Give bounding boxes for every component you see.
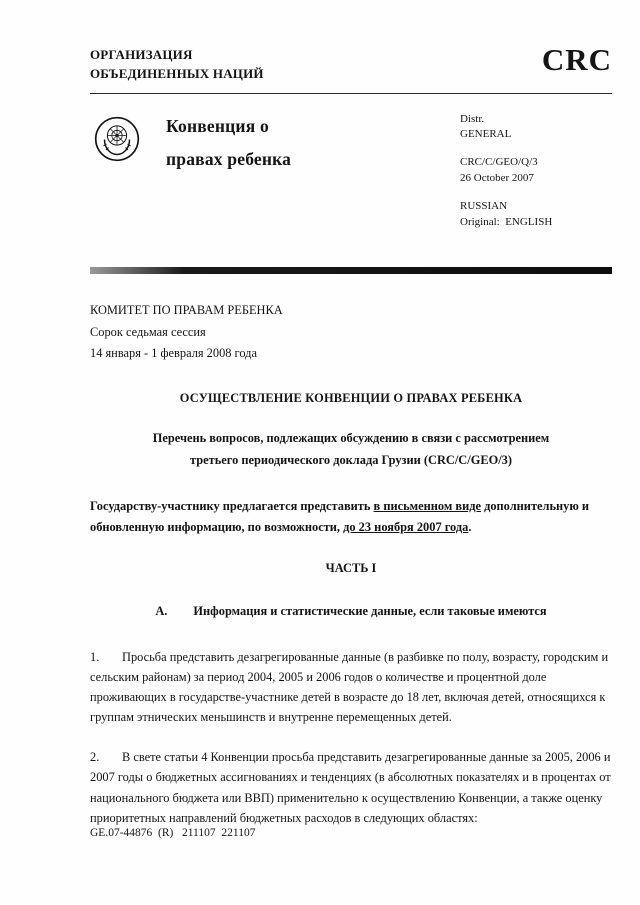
doc-date: 26 October 2007 [460,171,534,184]
sub-heading-line2: третьего периодического доклада Грузии (CRC/C/GEO/3) [189,452,512,467]
note-text-pre: Государству-участнику предлагается представить [90,498,374,513]
session-name: Сорок седьмая сессия [90,324,206,339]
footer-reference: GE.07-44876 (R) 211107 221107 [90,827,256,839]
convention-title [166,110,291,243]
paragraph-2-text: В свете статьи 4 Конвенции просьба представить дезагрегированные данные за 2005, 2006 и 2007 годы о бюджетных ассигнованиях и тенденциях (в абсолютных показателях и в процентах от национального бюджета или ВВП) применительно к осуществлению Конвенции, а также оценку приоритетных направлений бюджетных расходов в следующих областях: [90,750,611,825]
org-name [90,46,264,84]
distr-value: GENERAL [460,128,512,141]
paragraph-1-text: Просьба представить дезагрегированные данные (в разбивке по полу, возрасту, городским и сельским районам) за период 2004, 2005 и 2006 годов о количестве и процентной доле проживающих в государстве-участнике детей в возрасте до 18 лет, включая детей, относящихся к группам этнических меньшинств и внутренне перемещенных детей. [90,649,609,725]
paragraph-2 [90,747,612,827]
doc-language: RUSSIAN [460,200,508,213]
convention-title-line2: правах ребенка [166,148,292,169]
main-heading: ОСУЩЕСТВЛЕНИЕ КОНВЕНЦИИ О ПРАВАХ РЕБЕНКА [179,391,523,406]
paragraph-2-number: 2. [90,750,100,765]
distr-label: Distr. [460,112,485,125]
sub-heading-line1: Перечень вопросов, подлежащих обсуждению в связи с рассмотрением [152,431,550,446]
session-dates: 14 января - 1 февраля 2008 года [90,346,257,361]
committee-block [90,300,612,365]
section-title-text: Информация и статистические данные, если таковые имеются [193,603,547,618]
note-underlined-1: в письменном виде [373,498,481,513]
header-rule [90,93,612,94]
note-text-mid: дополнительную и обновленную информацию, по возможности, [90,498,590,535]
separator-bar [90,267,612,274]
note-underlined-2: до 23 ноября 2007 года [343,520,469,535]
org-name-line2: ОБЪЕДИНЕННЫХ НАЦИЙ [90,65,264,81]
section-letter: A. [155,603,168,618]
section-a-heading [90,604,612,619]
distribution-block [460,110,612,243]
un-emblem-icon [94,116,140,162]
committee-name: КОМИТЕТ ПО ПРАВАМ РЕБЕНКА [90,303,283,318]
paragraph-1-number: 1. [90,649,100,664]
note-text-end: . [468,520,472,535]
doc-symbol-big: CRC [541,42,612,77]
sub-heading [90,428,612,471]
document-header [90,42,612,84]
doc-symbol: CRC/C/GEO/Q/3 [460,156,538,169]
paragraph-1 [90,647,612,727]
masthead [90,110,612,243]
part-title: ЧАСТЬ I [325,560,377,575]
doc-original-language: Original: ENGLISH [460,215,553,228]
submission-note [90,496,612,539]
org-name-line1: ОРГАНИЗАЦИЯ [90,47,193,62]
convention-title-line1: Конвенция о [166,115,269,136]
